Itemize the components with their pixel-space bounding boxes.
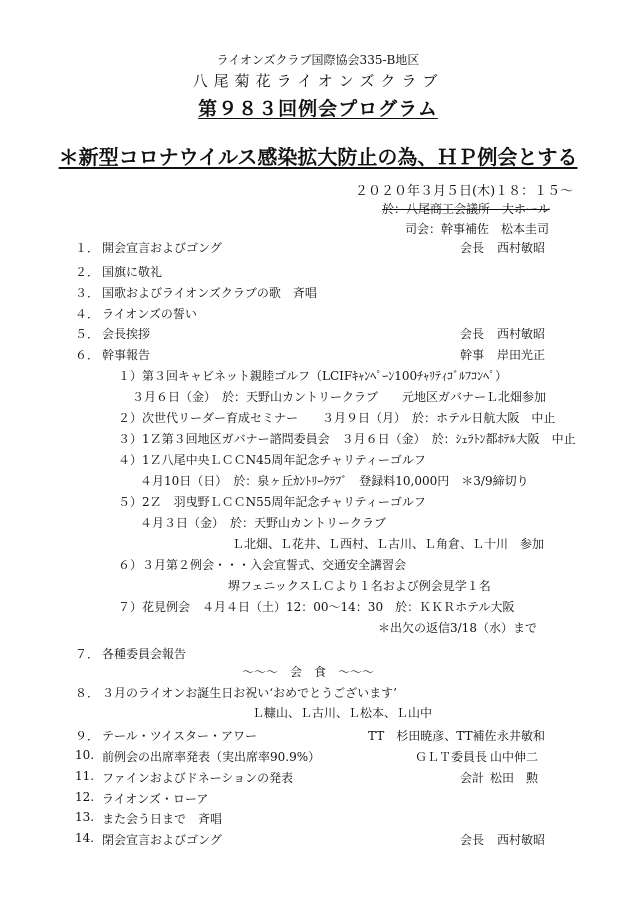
item-title: 国歌およびライオンズクラブの歌 斉唱	[102, 286, 317, 300]
item-title: 開会宣言およびゴング	[102, 241, 222, 255]
item-title: 前例会の出席率発表（実出席率90.9%）	[102, 750, 321, 764]
report-4-title: ４）1Ｚ八尾中央ＬＣＣN45周年記念チャリティーゴルフ	[118, 453, 426, 467]
report-7-title: ７）花見例会 ４月４日（土）12：00～14：30 於：ＫＫＲホテル大阪	[118, 600, 515, 614]
item-person: 西村敏昭	[497, 833, 546, 847]
item-person: 西村敏昭	[497, 241, 546, 255]
program-title: 第９８３回例会プログラム	[198, 98, 438, 120]
item-title: ３月のライオンお誕生日お祝い‘おめでとうございます’	[102, 686, 397, 700]
report-5-detail: ４月３日（金） 於：天野山カントリークラブ	[140, 516, 387, 530]
item-number: ８．	[75, 686, 100, 700]
item-number: 13.	[75, 810, 95, 824]
item-number: ５．	[75, 327, 100, 341]
report-3: ３）1Ｚ第３回地区ガバナー諮問委員会 ３月６日（金） 於：ｼｪﾗﾄﾝ都ﾎﾃﾙ大阪 中止	[118, 432, 576, 446]
meal-divider: ～～～ 会 食 ～～～	[241, 665, 374, 679]
item-title: 幹事報告	[102, 348, 151, 362]
item-role: 幹事	[460, 348, 485, 362]
item-role: 会長	[460, 327, 485, 341]
item-title: 閉会宣言およびゴング	[102, 833, 222, 847]
item-number: ２．	[75, 265, 100, 279]
item-person: 西村敏昭	[497, 327, 546, 341]
item-person: 永井敏和	[497, 729, 546, 743]
item-title: ライオンズの誓い	[102, 307, 197, 321]
item-person: 岸田光正	[497, 348, 546, 362]
item-number: 11.	[75, 769, 95, 783]
item-title: また会う日まで 斉唱	[102, 812, 223, 826]
item-role: TT 杉田暁彦、TT補佐	[368, 729, 497, 743]
report-1-title: １）第３回キャビネット親睦ゴルフ（LCIFｷｬﾝﾍﾟｰﾝ100ﾁｬﾘﾃｨｺﾞﾙﾌｺﾝﾍﾟ）	[118, 369, 508, 383]
item-title: ファインおよびドネーションの発表	[102, 771, 294, 785]
item-role: 会長	[460, 241, 485, 255]
item-number: １．	[75, 241, 100, 255]
report-6-title: ６）３月第２例会・・・入会宣誓式、交通安全講習会	[118, 558, 407, 572]
item-number: 12.	[75, 790, 95, 804]
item-number: ９．	[75, 729, 100, 743]
item-number: ４．	[75, 307, 100, 321]
mc-line: 司会：幹事補佐 松本圭司	[405, 222, 550, 236]
item-title: 各種委員会報告	[102, 647, 187, 661]
report-7-deadline: ＊出欠の返信3/18（水）まで	[378, 621, 537, 635]
report-1-detail: ３月６日（金） 於：天野山カントリークラブ 元地区ガバナーＬ北畑参加	[132, 390, 547, 404]
birthday-members: Ｌ糠山、Ｌ古川、Ｌ松本、Ｌ山中	[252, 706, 433, 720]
item-number: ３．	[75, 286, 100, 300]
item-title: テール・ツイスター・アワー	[102, 729, 258, 743]
corona-notice: ＊新型コロナウイルス感染拡大防止の為、ＨＰ例会とする	[58, 145, 578, 169]
item-number: 10.	[75, 748, 95, 762]
item-number: 14.	[75, 831, 95, 845]
item-title: 国旗に敬礼	[102, 265, 163, 279]
item-role: 会計	[460, 771, 485, 785]
item-number: ７．	[75, 647, 100, 661]
item-role: 会長	[460, 833, 485, 847]
report-5-participants: Ｌ北畑、Ｌ花井、Ｌ西村、Ｌ古川、Ｌ角倉、Ｌ十川 参加	[232, 537, 545, 551]
item-number: ６．	[75, 348, 100, 362]
club-name: 八尾菊花ライオンズクラブ	[192, 72, 444, 90]
item-role: ＧＬＴ委員長	[415, 750, 488, 764]
item-title: ライオンズ・ローア	[102, 792, 209, 806]
meeting-datetime: ２０２０年３月５日(木)１８：１５～	[355, 184, 574, 199]
report-2: ２）次世代リーダー育成セミナー ３月９日（月） 於：ホテル日航大阪 中止	[118, 411, 556, 425]
report-6-detail: 堺フェニックスＬＣより１名および例会見学１名	[228, 579, 491, 593]
report-5-title: ５）2Ｚ 羽曳野ＬＣＣN55周年記念チャリティーゴルフ	[118, 495, 426, 509]
item-person: 松田 勲	[490, 771, 539, 785]
report-4-detail: ４月10日（日） 於：泉ヶ丘ｶﾝﾄﾘｰｸﾗﾌﾞ 登録料10,000円 ＊3/9締切り	[140, 474, 529, 488]
meeting-venue: 於：八尾商工会議所 大ホール	[382, 202, 550, 216]
item-person: 山中伸二	[490, 750, 539, 764]
item-title: 会長挨拶	[102, 327, 151, 341]
district-name: ライオンズクラブ国際協会335-B地区	[216, 53, 420, 67]
